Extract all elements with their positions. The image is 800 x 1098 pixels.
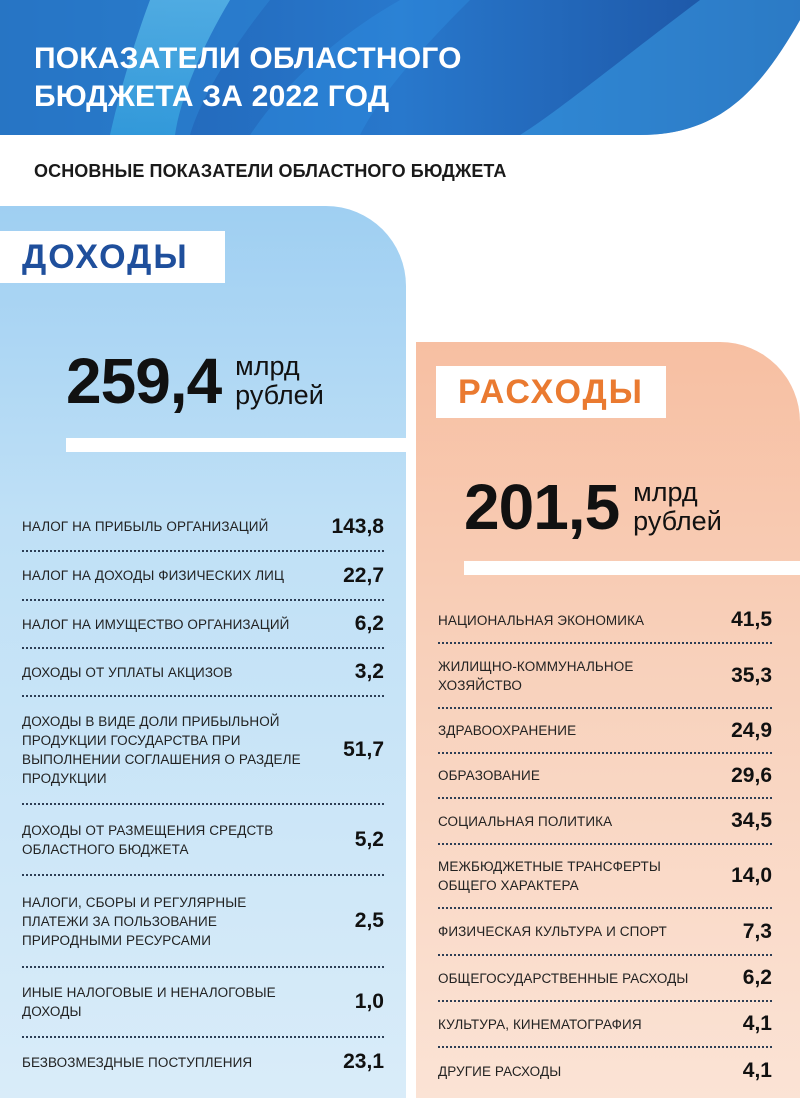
section-subtitle: ОСНОВНЫЕ ПОКАЗАТЕЛИ ОБЛАСТНОГО БЮДЖЕТА — [34, 161, 507, 181]
expense-row — [438, 956, 772, 1002]
income-row-value: 3,2 — [354, 660, 384, 683]
expense-row-value: 34,5 — [731, 809, 772, 832]
income-row — [22, 968, 384, 1038]
income-row-label: НАЛОГ НА ДОХОДЫ ФИЗИЧЕСКИХ ЛИЦ — [22, 568, 285, 583]
income-row-value: 22,7 — [343, 563, 384, 587]
expense-total — [464, 470, 722, 544]
header-banner — [0, 0, 800, 135]
expense-row — [438, 754, 772, 799]
income-row — [22, 805, 384, 876]
expense-row-value: 14,0 — [731, 864, 772, 887]
expense-row-value: 6,2 — [742, 966, 772, 989]
expense-row — [438, 845, 772, 909]
page-title — [34, 40, 462, 116]
income-row — [22, 503, 384, 552]
expense-row — [438, 598, 772, 644]
income-panel — [0, 206, 406, 1098]
expense-row-label: НАЦИОНАЛЬНАЯ ЭКОНОМИКА — [438, 612, 645, 628]
expense-row — [438, 709, 772, 754]
income-row — [22, 649, 384, 697]
expense-row — [438, 1048, 772, 1094]
income-row-label: НАЛОГ НА ПРИБЫЛЬ ОРГАНИЗАЦИЙ — [22, 519, 269, 534]
income-row-label: ДОХОДЫ ОТ УПЛАТЫ АКЦИЗОВ — [22, 664, 233, 680]
expense-row — [438, 644, 772, 709]
income-row-label: ДОХОДЫ ОТ РАЗМЕЩЕНИЯ СРЕДСТВ ОБЛАСТНОГО БЮДЖЕТА — [22, 822, 274, 857]
expense-row-label: ОБЩЕГОСУДАРСТВЕННЫЕ РАСХОДЫ — [438, 970, 689, 986]
expense-row-label: ОБРАЗОВАНИЕ — [438, 768, 540, 783]
expense-row-value: 35,3 — [731, 663, 772, 687]
income-list — [22, 503, 384, 1086]
expense-row-label: КУЛЬТУРА, КИНЕМАТОГРАФИЯ — [438, 1016, 642, 1032]
income-row-label: ДОХОДЫ В ВИДЕ ДОЛИ ПРИБЫЛЬНОЙ ПРОДУКЦИИ ГОСУДАРСТВА ПРИ ВЫПОЛНЕНИИ СОГЛАШЕНИЯ О РАЗДЕЛЕ ПРОДУКЦИИ — [22, 714, 301, 786]
income-row-value: 23,1 — [343, 1050, 384, 1073]
income-row-label: НАЛОГИ, СБОРЫ И РЕГУЛЯРНЫЕ ПЛАТЕЖИ ЗА ПОЛЬЗОВАНИЕ ПРИРОДНЫМИ РЕСУРСАМИ — [22, 894, 247, 948]
income-row — [22, 1038, 384, 1086]
expense-row-value: 29,6 — [731, 763, 772, 787]
expense-total-value: 201,5 — [464, 471, 620, 543]
income-row-label: ИНЫЕ НАЛОГОВЫЕ И НЕНАЛОГОВЫЕ ДОХОДЫ — [22, 985, 276, 1019]
income-total — [66, 344, 324, 418]
income-row-value: 143,8 — [331, 514, 384, 538]
income-label: ДОХОДЫ — [0, 231, 225, 283]
expense-unit-line-2: рублей — [633, 506, 722, 536]
expense-row — [438, 909, 772, 956]
expense-row-label: ЗДРАВООХРАНЕНИЕ — [438, 723, 577, 738]
expense-row-label: ФИЗИЧЕСКАЯ КУЛЬТУРА И СПОРТ — [438, 924, 667, 939]
expense-row-value: 4,1 — [742, 1012, 772, 1035]
expense-row-value: 4,1 — [742, 1059, 772, 1082]
expense-row — [438, 799, 772, 845]
income-row-value: 2,5 — [354, 909, 384, 932]
income-total-unit — [235, 352, 324, 410]
income-total-value: 259,4 — [66, 345, 222, 417]
income-row-value: 51,7 — [343, 738, 384, 761]
income-row — [22, 552, 384, 601]
expense-label: РАСХОДЫ — [436, 366, 666, 418]
income-row — [22, 876, 384, 968]
income-row-value: 5,2 — [354, 827, 384, 851]
expense-total-unit — [633, 478, 722, 536]
income-unit-line-2: рублей — [235, 380, 324, 410]
expense-row-value: 24,9 — [731, 718, 772, 742]
page-title-line-2: БЮДЖЕТА ЗА 2022 ГОД — [34, 80, 390, 113]
page-title-line-1: ПОКАЗАТЕЛИ ОБЛАСТНОГО — [34, 42, 462, 75]
expense-row-label: ДРУГИЕ РАСХОДЫ — [438, 1063, 562, 1079]
income-row-label: НАЛОГ НА ИМУЩЕСТВО ОРГАНИЗАЦИЙ — [22, 616, 290, 632]
expense-list — [438, 598, 772, 1094]
expense-unit-line-1: млрд — [633, 477, 698, 507]
income-row-value: 1,0 — [354, 990, 384, 1013]
income-row — [22, 601, 384, 649]
expense-row-value: 41,5 — [731, 608, 772, 631]
income-unit-line-1: млрд — [235, 351, 300, 381]
expense-divider-bar — [464, 561, 800, 575]
expense-row-value: 7,3 — [742, 919, 772, 943]
income-row — [22, 697, 384, 805]
expense-row — [438, 1002, 772, 1048]
expense-row-label: СОЦИАЛЬНАЯ ПОЛИТИКА — [438, 813, 613, 829]
income-row-value: 6,2 — [354, 612, 384, 635]
income-row-label: БЕЗВОЗМЕЗДНЫЕ ПОСТУПЛЕНИЯ — [22, 1054, 253, 1070]
expense-row-label: МЕЖБЮДЖЕТНЫЕ ТРАНСФЕРТЫ ОБЩЕГО ХАРАКТЕРА — [438, 859, 661, 893]
expense-row-label: ЖИЛИЩНО-КОММУНАЛЬНОЕ ХОЗЯЙСТВО — [438, 658, 634, 693]
expense-panel — [416, 342, 800, 1098]
income-divider-bar — [66, 438, 406, 452]
